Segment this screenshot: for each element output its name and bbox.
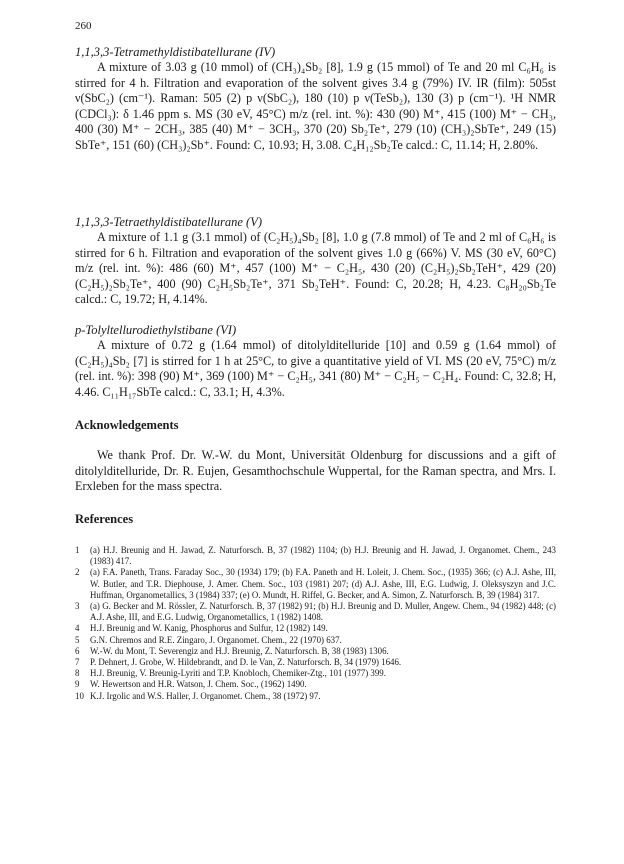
reference-number: 10 bbox=[75, 690, 84, 701]
compound-iv-heading: 1,1,3,3-Tetramethyldistibatellurane (IV) bbox=[75, 45, 276, 59]
references-heading: References bbox=[75, 512, 134, 526]
page-number: 260 bbox=[75, 20, 92, 32]
reference-item bbox=[75, 657, 556, 668]
reference-text: (a) H.J. Breunig and H. Jawad, Z. Naturforsch. B, 37 (1982) 1104; (b) H.J. Breunig and H. Jawad, J. Organomet. Chem., 243 (1983) 417. bbox=[90, 545, 556, 567]
reference-item bbox=[75, 635, 556, 646]
acknowledgements-heading: Acknowledgements bbox=[75, 418, 179, 432]
compound-vi-section bbox=[75, 322, 556, 400]
acknowledgements-body: We thank Prof. Dr. W.-W. du Mont, Universität Oldenburg for discussions and a gift of ditolylditelluride, Dr. R. Eujen, Gesamthochschule Wuppertal, for the Raman spectra, and Mrs. I. Erxleben for the mass spectra. bbox=[75, 448, 556, 494]
reference-text: K.J. Irgolic and W.S. Haller, J. Organomet. Chem., 38 (1972) 97. bbox=[90, 690, 321, 701]
reference-text: W.-W. du Mont, T. Severengiz and H.J. Breunig, Z. Naturforsch. B, 38 (1983) 1306. bbox=[90, 645, 389, 656]
compound-vi-heading: p-Tolyltellurodiethylstibane (VI) bbox=[75, 323, 237, 337]
reference-text: H.J. Breunig, V. Breunig-Lyriti and T.P. Knobloch, Chemiker-Ztg., 101 (1977) 399. bbox=[90, 668, 386, 679]
reference-text: H.J. Breunig and W. Kanig, Phosphorus and Sulfur, 12 (1982) 149. bbox=[90, 623, 328, 634]
reference-text: (a) F.A. Paneth, Trans. Faraday Soc., 30 (1934) 179; (b) F.A. Paneth and H. Loleit, J. Chem. Soc., (1935) 366; (c) A.J. Ashe, III, W. Butler, and T.R. Diephouse, J. Amer. Chem. Soc., 103 (1981) 207; (d) A.J. Ashe, III, E.G. Ludwig, J. Oleksyszyn and J.C. Huffman, Organometallics, 3 (1984) 337; (e) O. Mundt, H. Riffel, G. Becker, and A. Simon, Z. Naturforsch. B, 39 (1984) 317. bbox=[90, 567, 556, 600]
reference-text: W. Hewertson and H.R. Watson, J. Chem. Soc., (1962) 1490. bbox=[90, 679, 307, 690]
reference-text: G.N. Chremos and R.E. Zingaro, J. Organomet. Chem., 22 (1970) 637. bbox=[90, 634, 342, 645]
compound-iv-body: A mixture of 3.03 g (10 mmol) of (CH₃)₄Sb₂ [8], 1.9 g (15 mmol) of Te and 20 ml C₆H₆ is stirred for 4 h. Filtration and evaporation of the solvent gives 3.4 g (79%) IV. IR (film): 505st ν(SbC₂) (cm⁻¹). Raman: 505 (2) p ν(SbC₂), 180 (10) p ν(TeSb₂), 130 (3) p (cm⁻¹). ¹H NMR (CDCl₃): δ 1.46 ppm s. MS (30 eV, 45°C) m/z (rel. int. %): 430 (90) M⁺, 415 (100) M⁺ − CH₃, 400 (30) M⁺ − 2CH₃, 385 (40) M⁺ − 3CH₃, 370 (20) Sb₂Te⁺, 279 (10) (CH₃)₂SbTe⁺, 249 (15) SbTe⁺, 151 (60) (CH₃)₂Sb⁺. Found: C, 10.93; H, 3.08. C₄H₁₂Sb₂Te calcd.: C, 11.14; H, 2.80%. bbox=[75, 60, 556, 152]
compound-iv-section bbox=[75, 44, 556, 154]
reference-item bbox=[75, 545, 556, 567]
reference-text: P. Dehnert, J. Grobe, W. Hildebrandt, and D. le Van, Z. Naturforsch. B, 34 (1979) 1646. bbox=[90, 657, 402, 668]
compound-vi-body: A mixture of 0.72 g (1.64 mmol) of ditolylditelluride [10] and 0.59 g (1.64 mmol) of (C₂H₅)₄Sb₂ [7] is stirred for 1 h at 25°C, to give a quantitative yield of VI. MS (20 eV, 75°C) m/z (rel. int. %): 398 (90) M⁺, 369 (100) M⁺ − C₂H₅, 341 (80) M⁺ − C₂H₅ − C₂H₄. Found: C, 32.8; H, 4.46. C₁₁H₁₇SbTe calcd.: C, 33.1; H, 4.3%. bbox=[75, 338, 556, 399]
reference-item bbox=[75, 567, 556, 601]
reference-number: 5 bbox=[75, 634, 80, 645]
reference-number: 2 bbox=[75, 567, 80, 578]
reference-number: 4 bbox=[75, 623, 80, 634]
reference-number: 7 bbox=[75, 657, 80, 668]
reference-item bbox=[75, 679, 556, 690]
compound-v-heading: 1,1,3,3-Tetraethyldistibatellurane (V) bbox=[75, 215, 263, 229]
reference-item bbox=[75, 691, 556, 702]
reference-item bbox=[75, 601, 556, 623]
reference-text: (a) G. Becker and M. Rössler, Z. Naturforsch. B, 37 (1982) 91; (b) H.J. Breunig and D. Muller, Angew. Chem., 94 (1982) 448; (c) A.J. Ashe, III, and E.G. Ludwig, Organometallics, 1 (1982) 1408. bbox=[90, 601, 556, 623]
reference-number: 8 bbox=[75, 668, 80, 679]
reference-item bbox=[75, 668, 556, 679]
reference-number: 6 bbox=[75, 645, 80, 656]
compound-v-section bbox=[75, 214, 556, 308]
compound-v-body: A mixture of 1.1 g (3.1 mmol) of (C₂H₅)₄Sb₂ [8], 1.0 g (7.8 mmol) of Te and 2 ml of C₆H₆ is stirred for 6 h. Filtration and evaporation of the solvent gives 1.0 g (66%) V. MS (30 eV, 60°C) m/z (rel. int. %): 486 (60) M⁺, 457 (100) M⁺ − C₂H₅, 430 (20) (C₂H₅)₂Sb₂TeH⁺, 429 (20) (C₂H₅)₂Sb₂Te⁺, 400 (90) C₂H₅Sb₂Te⁺, 371 Sb₂TeH⁺. Found: C, 20.28; H, 4.23. C₈H₂₀Sb₂Te calcd.: C, 19.72; H, 4.14%. bbox=[75, 230, 556, 307]
reference-item bbox=[75, 646, 556, 657]
reference-number: 1 bbox=[75, 545, 80, 555]
reference-list bbox=[75, 545, 556, 702]
reference-item bbox=[75, 623, 556, 634]
reference-number: 9 bbox=[75, 679, 80, 690]
reference-number: 3 bbox=[75, 601, 80, 612]
